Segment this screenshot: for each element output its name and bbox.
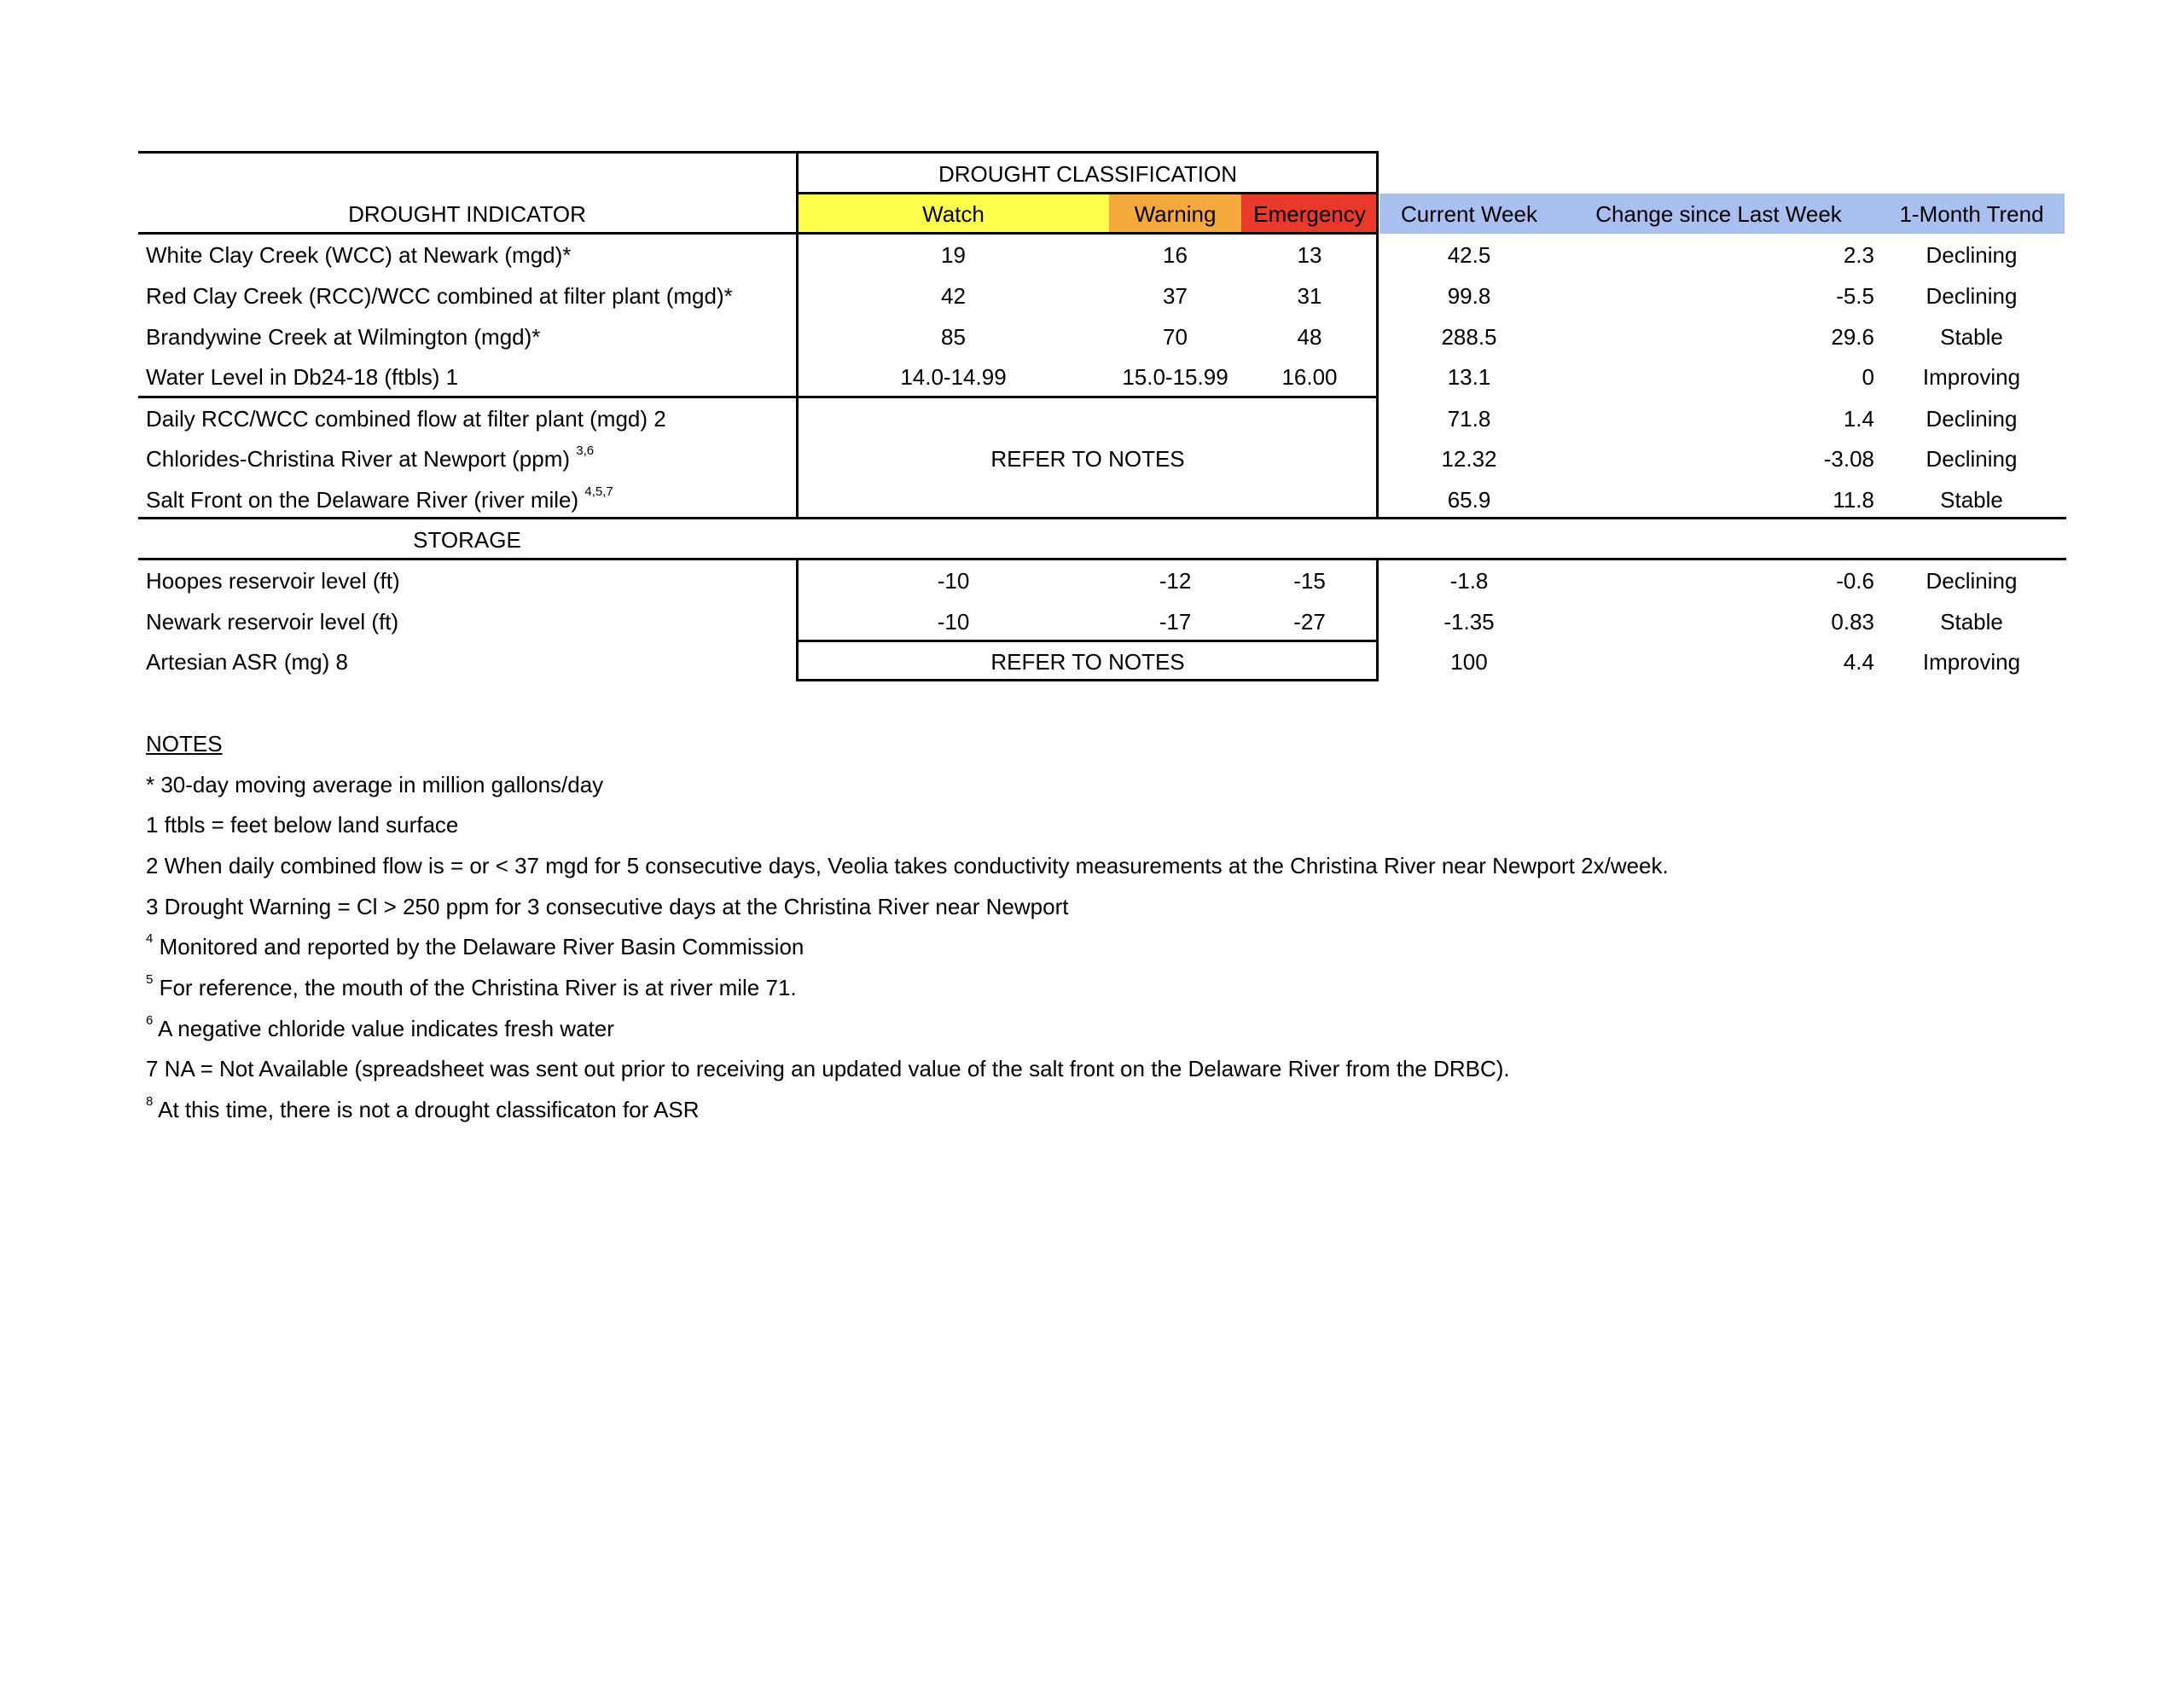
trend-cell: Improving [1922, 649, 2021, 675]
change-cell: 11.8 [1833, 487, 1874, 513]
trend-cell: Declining [1926, 568, 2018, 594]
trend-cell: Declining [1926, 283, 2018, 309]
trend-cell: Improving [1922, 364, 2021, 390]
change-cell: 2.3 [1843, 242, 1874, 268]
emergency-cell: 31 [1297, 283, 1322, 309]
watch-cell: 85 [941, 324, 966, 350]
trend-cell: Stable [1940, 487, 2003, 513]
note-text: 7 NA = Not Available (spreadsheet was sent out prior to receiving an updated value of the salt front on the Delaware River from the DRBC). [146, 1056, 1510, 1081]
current-week-cell: 42.5 [1447, 242, 1491, 268]
indicator-cell: Water Level in Db24-18 (ftbls) 1 [146, 364, 459, 390]
note-item [146, 1008, 614, 1049]
change-cell: -0.6 [1836, 568, 1874, 594]
emergency-cell: 16.00 [1281, 364, 1338, 390]
note-text: 1 ftbls = feet below land surface [146, 812, 459, 838]
current-week-cell: 288.5 [1441, 324, 1497, 350]
indicator-cell [146, 438, 594, 479]
trend-cell: Stable [1940, 609, 2003, 635]
note-item [146, 1048, 1510, 1089]
watch-cell: 14.0-14.99 [900, 364, 1007, 390]
warning-cell: 15.0-15.99 [1122, 364, 1228, 390]
note-text: For reference, the mouth of the Christina River is at river mile 71. [153, 975, 797, 1000]
trend-cell: Declining [1926, 242, 2018, 268]
warning-cell: -17 [1159, 609, 1192, 635]
note-item [146, 1089, 700, 1130]
note-footnote-ref: 6 [146, 1013, 154, 1029]
indicator-cell: Red Clay Creek (RCC)/WCC combined at filter plant (mgd)* [146, 283, 733, 309]
current-week-cell: 13.1 [1447, 364, 1491, 390]
storage-section-label: STORAGE [413, 527, 521, 553]
watch-header: Watch [922, 201, 985, 227]
refer-to-notes-label: REFER TO NOTES [990, 446, 1185, 472]
indicator-cell: White Clay Creek (WCC) at Newark (mgd)* [146, 242, 572, 268]
change-cell: 1.4 [1843, 406, 1874, 432]
emergency-cell: 13 [1297, 242, 1322, 268]
trend-cell: Stable [1940, 324, 2003, 350]
warning-cell: 70 [1163, 324, 1188, 350]
change-cell: -5.5 [1836, 283, 1874, 309]
note-footnote-ref: 8 [146, 1094, 154, 1110]
note-item [146, 926, 804, 967]
indicator-label: Salt Front on the Delaware River (river mile) [146, 487, 585, 513]
note-text: * 30-day moving average in million gallons/day [146, 772, 604, 797]
indicator-cell: Daily RCC/WCC combined flow at filter plant (mgd) 2 [146, 406, 666, 432]
note-footnote-ref: 5 [146, 972, 154, 988]
current-week-cell: -1.8 [1449, 568, 1489, 594]
note-item [146, 804, 458, 845]
note-item [146, 967, 797, 1008]
current-week-cell: 12.32 [1441, 446, 1497, 472]
indicator-cell: Artesian ASR (mg) 8 [146, 649, 348, 675]
warning-header: Warning [1134, 201, 1217, 227]
change-cell: 29.6 [1831, 324, 1874, 350]
current-week-cell: 99.8 [1447, 283, 1491, 309]
change-cell: 0.83 [1831, 609, 1874, 635]
current-week-cell: 65.9 [1447, 487, 1491, 513]
change-cell: 4.4 [1843, 649, 1874, 675]
drought-indicator-header: DROUGHT INDICATOR [348, 201, 586, 227]
change-header: Change since Last Week [1595, 201, 1842, 227]
note-text: A negative chloride value indicates fresh water [153, 1016, 614, 1041]
indicator-footnote-ref: 3,6 [576, 443, 595, 459]
emergency-cell: 48 [1297, 324, 1322, 350]
note-text: 3 Drought Warning = Cl > 250 ppm for 3 consecutive days at the Christina River near Newport [146, 894, 1069, 919]
trend-cell: Declining [1926, 446, 2018, 472]
refer-to-notes-label: REFER TO NOTES [990, 649, 1185, 675]
note-item [146, 886, 1068, 927]
emergency-header: Emergency [1253, 201, 1366, 227]
warning-cell: 16 [1163, 242, 1188, 268]
note-item [146, 764, 603, 805]
note-text: Monitored and reported by the Delaware River Basin Commission [153, 934, 804, 959]
current-week-header: Current Week [1401, 201, 1537, 227]
indicator-cell [146, 479, 613, 520]
note-text: 2 When daily combined flow is = or < 37 mgd for 5 consecutive days, Veolia takes conductivity measurements at the Christina River near Newport 2x/week. [146, 853, 1669, 878]
indicator-cell: Brandywine Creek at Wilmington (mgd)* [146, 324, 541, 350]
note-text: At this time, there is not a drought classificaton for ASR [153, 1097, 700, 1122]
indicator-cell: Newark reservoir level (ft) [146, 609, 399, 635]
watch-cell: -10 [937, 609, 970, 635]
indicator-cell: Hoopes reservoir level (ft) [146, 568, 400, 594]
change-cell: -3.08 [1823, 446, 1874, 472]
notes-title: NOTES [146, 731, 223, 757]
note-footnote-ref: 4 [146, 931, 154, 947]
watch-cell: 42 [941, 283, 966, 309]
drought-classification-header: DROUGHT CLASSIFICATION [938, 161, 1238, 187]
watch-cell: 19 [941, 242, 966, 268]
current-week-cell: 71.8 [1447, 406, 1491, 432]
indicator-footnote-ref: 4,5,7 [584, 484, 613, 500]
warning-cell: -12 [1159, 568, 1192, 594]
current-week-cell: -1.35 [1443, 609, 1495, 635]
trend-cell: Declining [1926, 406, 2018, 432]
watch-cell: -10 [937, 568, 970, 594]
emergency-cell: -27 [1293, 609, 1326, 635]
warning-cell: 37 [1163, 283, 1188, 309]
indicator-label: Chlorides-Christina River at Newport (ppm) [146, 446, 577, 472]
emergency-cell: -15 [1293, 568, 1326, 594]
current-week-cell: 100 [1450, 649, 1488, 675]
trend-header: 1-Month Trend [1899, 201, 2044, 227]
change-cell: 0 [1862, 364, 1874, 390]
note-item [146, 845, 1669, 886]
